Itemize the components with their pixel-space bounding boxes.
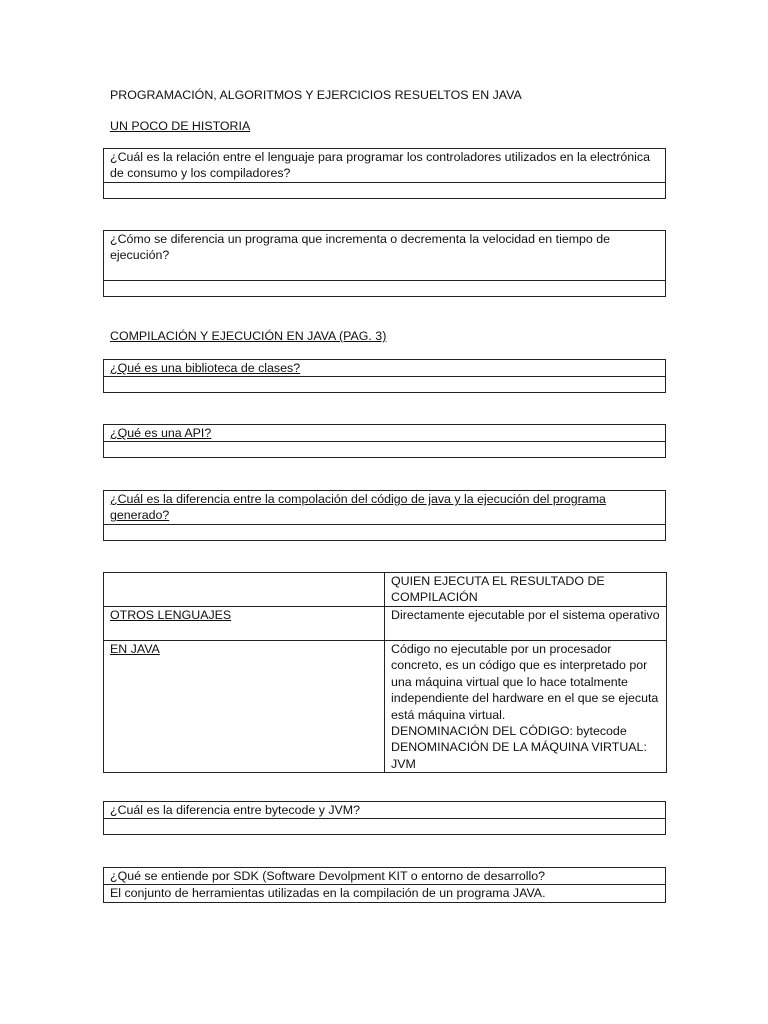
answer-field[interactable] [104, 281, 666, 297]
question-text: ¿Cuál es la relación entre el lenguaje para programar los controladores utilizados en la electrónica de consumo y los compiladores? [104, 149, 666, 183]
row-label: OTROS LENGUAJES [104, 607, 385, 641]
question-box-3 [103, 359, 666, 393]
table-row [104, 607, 667, 641]
row-value-code-name: DENOMINACIÓN DEL CÓDIGO: bytecode [391, 724, 627, 739]
question-text: ¿Qué es una biblioteca de clases? [104, 360, 666, 377]
question-box-7 [103, 867, 666, 903]
comparison-table [103, 572, 667, 773]
section-heading-historia: UN POCO DE HISTORIA [110, 119, 251, 133]
row-value: Directamente ejecutable por el sistema operativo [385, 607, 667, 641]
row-value-description: Código no ejecutable por un procesador concreto, es un código que es interpretado por una máquina virtual que lo hace totalmente independiente del hardware en el que se ejecuta está máquina virtual. [391, 642, 659, 722]
answer-field[interactable] [104, 819, 666, 835]
row-value [385, 641, 667, 773]
question-box-4 [103, 424, 666, 458]
question-box-5 [103, 490, 666, 541]
question-text: ¿Cómo se diferencia un programa que incrementa o decrementa la velocidad en tiempo de ejecución? [104, 231, 666, 281]
question-text: ¿Cuál es la diferencia entre la compolación del código de java y la ejecución del programa generado? [104, 491, 666, 525]
table-header-cell: QUIEN EJECUTA EL RESULTADO DE COMPILACIÓN [385, 573, 667, 607]
answer-field[interactable]: El conjunto de herramientas utilizadas en la compilación de un programa JAVA. [104, 885, 666, 902]
question-text: ¿Cuál es la diferencia entre bytecode y JVM? [104, 802, 666, 819]
answer-field[interactable] [104, 442, 666, 458]
section-heading-compilacion: COMPILACIÓN Y EJECUCIÓN EN JAVA (PAG. 3) [110, 329, 387, 343]
question-text: ¿Qué se entiende por SDK (Software Devolpment KIT o entorno de desarrollo? [104, 868, 666, 885]
question-box-2 [103, 230, 666, 297]
answer-field[interactable] [104, 525, 666, 541]
row-label: EN JAVA [104, 641, 385, 773]
question-text: ¿Qué es una API? [104, 425, 666, 442]
table-row [104, 573, 667, 607]
table-header-cell [104, 573, 385, 607]
document-title: PROGRAMACIÓN, ALGORITMOS Y EJERCICIOS RESUELTOS EN JAVA [110, 88, 522, 102]
answer-field[interactable] [104, 183, 666, 199]
table-row [104, 641, 667, 773]
answer-field[interactable] [104, 377, 666, 393]
question-box-1 [103, 148, 666, 199]
question-box-6 [103, 801, 666, 835]
row-value-vm-name: DENOMINACIÓN DE LA MÁQUINA VIRTUAL: JVM [391, 740, 647, 771]
